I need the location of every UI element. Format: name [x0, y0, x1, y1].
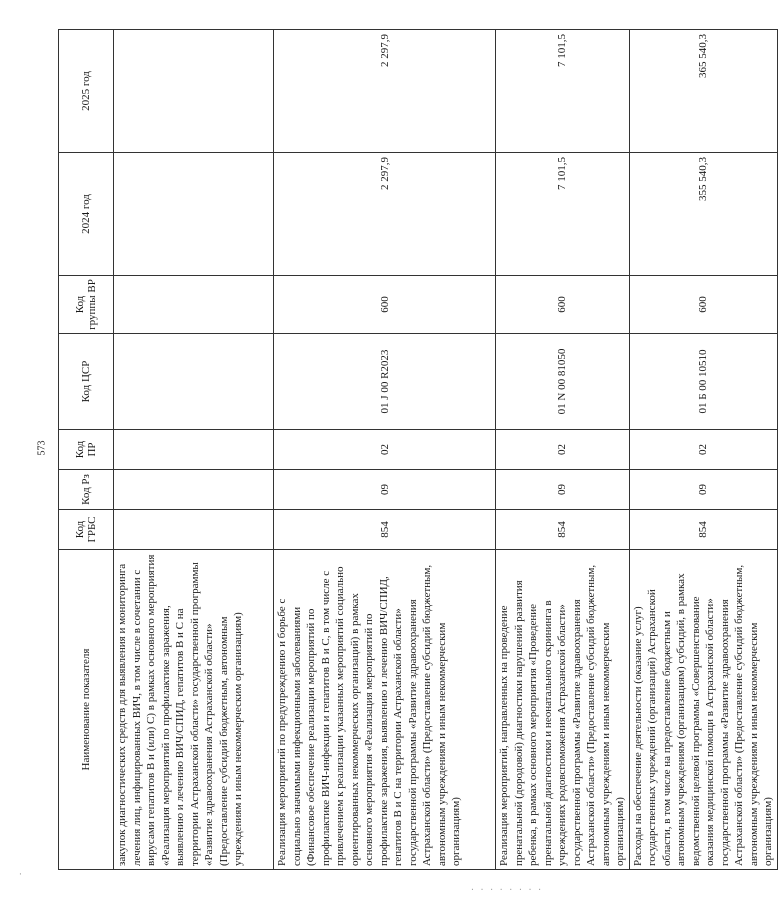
table-row: [114, 30, 274, 870]
table-header-row: [59, 30, 114, 870]
page-number: 573: [36, 440, 48, 456]
row-2024: [114, 153, 274, 276]
row-rz: [114, 470, 274, 510]
header-2024: 2024 год: [59, 153, 114, 276]
row-2025: 2 297,9: [274, 30, 496, 153]
row-grbs: 854: [496, 510, 630, 550]
row-csr: 01 N 00 81050: [496, 334, 630, 430]
row-name: Реализация мероприятий, направленных на проведение пренатальной (дородовой) диагностики нарушений развития ребенка, в рамках основного мероприятия «Проведение пренатальной диагностики и неонатального скрининга в учреждениях родовспоможения Астраханской области» государственной программы «Развитие здравоохранения Астраханской области» (Предоставление субсидий бюджетным, автономным учреждениям и иным некоммерческим организациям): [496, 550, 630, 870]
row-csr: [114, 334, 274, 430]
row-pr: [114, 430, 274, 470]
row-vr: 600: [274, 276, 496, 334]
table-row: [274, 30, 496, 870]
row-vr: 600: [496, 276, 630, 334]
header-rz: Код Рз: [59, 470, 114, 510]
row-grbs: 854: [274, 510, 496, 550]
row-rz: 09: [274, 470, 496, 510]
row-name: закупок диагностических средств для выявления и мониторинга лечения лиц, инфицированных ВИЧ, в том числе в сочетании с вирусами гепатитов В и (или) С) в рамках основного мероприятия «Реализация мероприятий по профилактике заражения, выявлению и лечению ВИЧ/СПИД, гепатитов В и С на территории Астраханской области» государственной программы «Развитие здравоохранения Астраханской области» (Предоставление субсидий бюджетным, автономным учреждениям и иным некоммерческим организациям): [114, 550, 274, 870]
row-pr: 02: [274, 430, 496, 470]
row-2024: 7 101,5: [496, 153, 630, 276]
header-2025: 2025 год: [59, 30, 114, 153]
table-row: [496, 30, 630, 870]
row-2024: 355 540,3: [629, 153, 777, 276]
row-2024: 2 297,9: [274, 153, 496, 276]
row-pr: 02: [496, 430, 630, 470]
row-2025: [114, 30, 274, 153]
scan-artifact: ·: [18, 870, 23, 879]
row-grbs: [114, 510, 274, 550]
row-vr: 600: [629, 276, 777, 334]
row-pr: 02: [629, 430, 777, 470]
header-pr: Код ПР: [59, 430, 114, 470]
row-csr: 01 J 00 R2023: [274, 334, 496, 430]
header-name: Наименование показателя: [59, 550, 114, 870]
row-rz: 09: [496, 470, 630, 510]
rotated-table-container: [58, 30, 775, 870]
row-name: Реализация мероприятий по предупреждению и борьбе с социально значимыми инфекционными заболеваниями (Финансовое обеспечение реализации мероприятий по профилактике ВИЧ-инфекции и гепатитов В и С, в том числе с привлечением к реализации указанных мероприятий социально ориентированных некоммерческих организаций) в рамках основного мероприятия «Реализация мероприятий по профилактике заражения, выявлению и лечению ВИЧ/СПИД, гепатитов В и С на территории Астраханской области» государственной программы «Развитие здравоохранения Астраханской области» (Предоставление субсидий бюджетным, автономным учреждениям и иным некоммерческим организациям): [274, 550, 496, 870]
row-vr: [114, 276, 274, 334]
row-2025: 365 540,3: [629, 30, 777, 153]
scan-artifact: . . . . . . . .: [470, 884, 543, 893]
row-grbs: 854: [629, 510, 777, 550]
budget-table: [58, 29, 778, 870]
row-2025: 7 101,5: [496, 30, 630, 153]
row-name: Расходы на обеспечение деятельности (оказание услуг) государственных учреждений (организаций) Астраханской области, в том числе на предоставление бюджетным и автономным учреждениям (организациям) субсидий, в рамках ведомственной целевой программы «Совершенствование оказания медицинской помощи в Астраханской области» государственной программы «Развитие здравоохранения Астраханской области» (Предоставление субсидий бюджетным, автономным учреждениям и иным некоммерческим организациям): [629, 550, 777, 870]
row-rz: 09: [629, 470, 777, 510]
header-vr: Код группы ВР: [59, 276, 114, 334]
header-grbs: Код ГРБС: [59, 510, 114, 550]
header-csr: Код ЦСР: [59, 334, 114, 430]
row-csr: 01 Б 00 10510: [629, 334, 777, 430]
table-row: [629, 30, 777, 870]
